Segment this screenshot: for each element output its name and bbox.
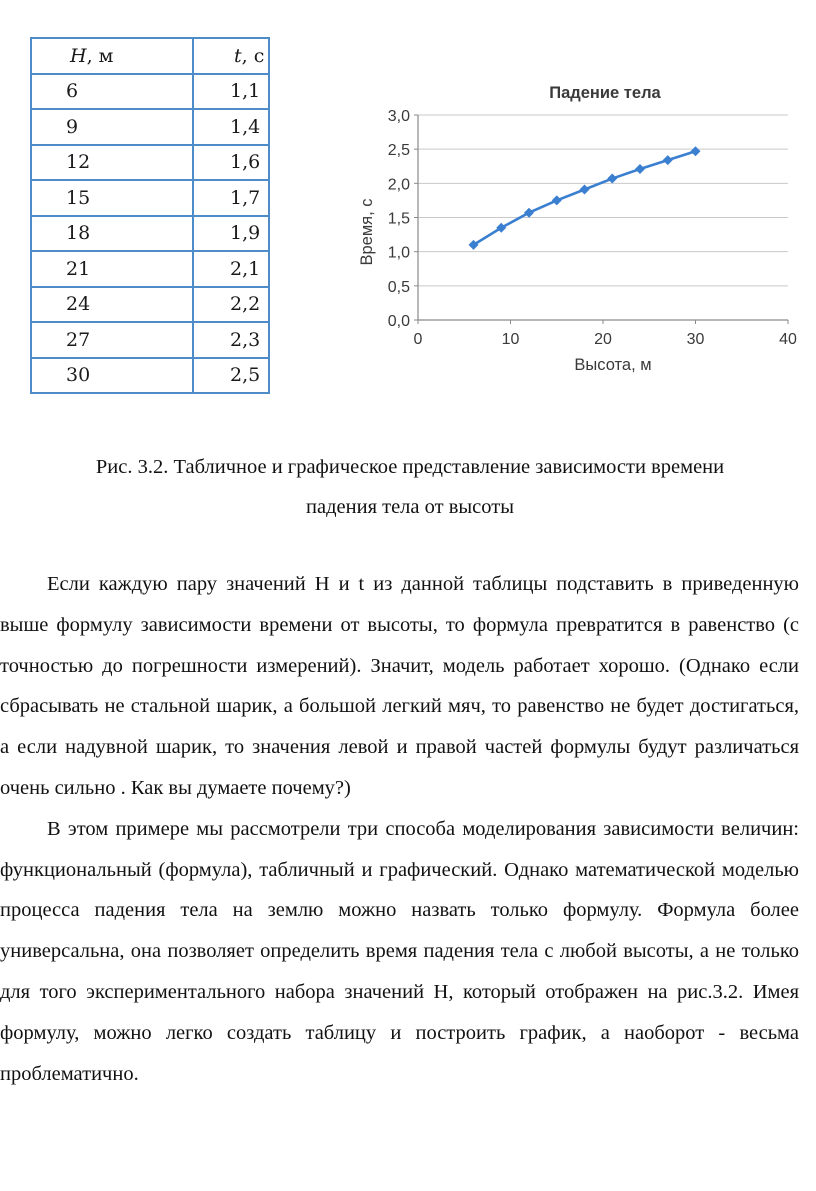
- data-point: [663, 155, 673, 165]
- height-cell: 24: [31, 287, 193, 323]
- paragraph: В этом примере мы рассмотрели три способа моделирования зависимости величин: функциональный (формула), табличный и графический. Однако математической моделью процесса падения тела на землю можно назвать только формулу. Формула более универсальна, она позволяет определить время падения тела с любой высоты, а не только для того экспериментального набора значений H, который отображен на рис.3.2. Имея формулу, можно легко создать таблицу и построить график, а наоборот - весьма проблематично.: [0, 817, 799, 1085]
- chart-canvas: [350, 72, 800, 392]
- time-cell: 2,2: [193, 287, 269, 323]
- table-row: [31, 180, 269, 216]
- unit-label: , м: [86, 44, 114, 67]
- time-cell: 2,3: [193, 322, 269, 358]
- x-tick-label: 0: [413, 331, 423, 348]
- x-tick-label: 30: [686, 331, 705, 348]
- height-cell: 6: [31, 74, 193, 110]
- chart-title: Падение тела: [549, 84, 661, 102]
- table-row: [31, 251, 269, 287]
- time-cell: 2,1: [193, 251, 269, 287]
- data-point: [524, 208, 534, 218]
- x-tick-label: 10: [501, 331, 520, 348]
- y-tick-label: 2,5: [387, 142, 410, 160]
- data-point: [607, 174, 617, 184]
- caption-line-2: падения тела от высоты: [306, 496, 514, 518]
- data-point: [635, 164, 645, 174]
- table-row: [31, 322, 269, 358]
- paragraph: Если каждую пару значений H и t из данной таблицы подставить в приведенную выше формулу зависимости времени от высоты, то формула превратится в равенство (с точностью до погрешности измерений). Значит, модель работает хорошо. (Однако если сбрасывать не стальной шарик, а большой легкий мяч, то равенство не будет достигаться, а если надувной шарик, то значения левой и правой частей формулы будут различаться очень сильно . Как вы думаете почему?): [0, 573, 799, 799]
- height-cell: 12: [31, 145, 193, 181]
- chart-series: [469, 146, 701, 250]
- table-header-row: [31, 38, 269, 74]
- time-cell: 1,4: [193, 109, 269, 145]
- y-tick-label: 3,0: [387, 108, 410, 125]
- unit-label: , с: [241, 44, 265, 67]
- table-row: [31, 216, 269, 252]
- y-tick-label: 2,0: [387, 176, 410, 194]
- data-point: [580, 184, 590, 194]
- variable-symbol: H: [70, 44, 87, 67]
- chart-grid: [418, 115, 788, 286]
- time-cell: 1,6: [193, 145, 269, 181]
- data-point: [552, 195, 562, 205]
- column-header-time: [193, 38, 269, 74]
- x-tick-label: 40: [779, 331, 797, 348]
- series-line: [474, 151, 696, 245]
- y-axis-label: Время, с: [358, 198, 376, 266]
- x-tick-label: 20: [594, 331, 612, 348]
- table-body: [31, 74, 269, 394]
- time-cell: 1,7: [193, 180, 269, 216]
- body-text: [0, 564, 799, 1094]
- height-cell: 30: [31, 358, 193, 394]
- table-row: [31, 287, 269, 323]
- height-cell: 27: [31, 322, 193, 358]
- chart-tick-labels: [388, 108, 797, 348]
- time-cell: 1,1: [193, 74, 269, 110]
- time-cell: 1,9: [193, 216, 269, 252]
- table-row: [31, 109, 269, 145]
- height-cell: 18: [31, 216, 193, 252]
- data-point: [691, 146, 701, 156]
- y-tick-label: 1,5: [387, 210, 410, 228]
- height-cell: 21: [31, 251, 193, 287]
- column-header-height: [31, 38, 193, 74]
- variable-symbol: t: [234, 44, 242, 67]
- y-tick-label: 0,5: [387, 278, 410, 296]
- data-table: [30, 37, 270, 394]
- figure-caption: [30, 447, 790, 527]
- y-tick-label: 0,0: [387, 313, 410, 330]
- y-tick-label: 1,0: [387, 244, 410, 262]
- time-cell: 2,5: [193, 358, 269, 394]
- fall-time-chart: [350, 72, 800, 392]
- table-row: [31, 358, 269, 394]
- table-row: [31, 74, 269, 110]
- height-cell: 15: [31, 180, 193, 216]
- height-cell: 9: [31, 109, 193, 145]
- chart-axes: [414, 115, 788, 324]
- table-row: [31, 145, 269, 181]
- caption-line-1: Рис. 3.2. Табличное и графическое представление зависимости времени: [95, 456, 725, 478]
- x-axis-label: Высота, м: [574, 356, 652, 374]
